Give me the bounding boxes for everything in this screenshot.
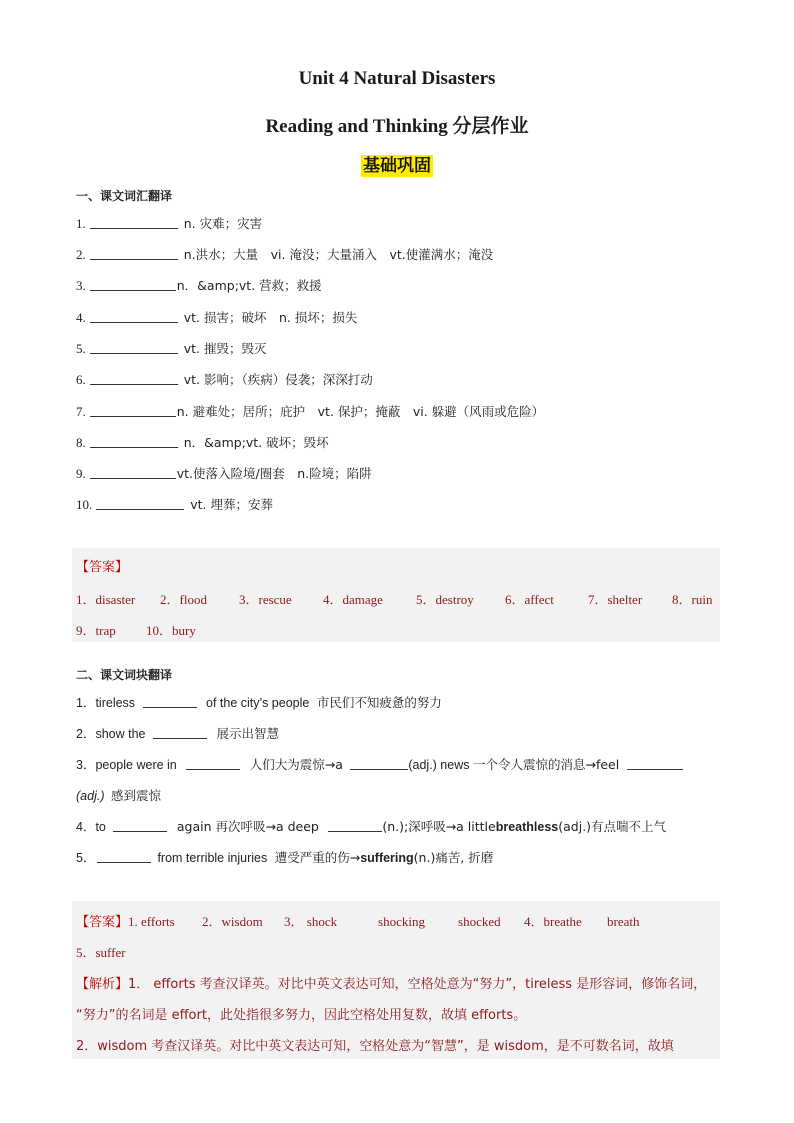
answer-blank[interactable] [90,278,176,291]
answer-blank[interactable] [90,310,178,323]
answer-blank[interactable] [113,819,167,832]
level-tag: 基础巩固 [363,156,431,176]
explanation-line: “努力”的名词是 effort，此处指很多努力，因此空格处用复数，故填 efforts。 [76,1008,527,1023]
answer-list-row: 5．suffer [76,945,126,960]
phrase-item-continued: (adj.) 感到震惊 [76,788,161,803]
phrase-item: 5． from terrible injuries 遭受严重的伤→suffering(n.)痛苦, 折磨 [76,850,494,865]
vocab-item: 2. n.洪水；大量 vi. 淹没；大量涌入 vt.使灌满水；淹没 [76,247,494,262]
answer-blank[interactable] [627,757,683,770]
answer-list-row: 1．disaster 2．flood 3．rescue 4．damage 5．destroy 6．affect 7．shelter 8．ruin [76,592,713,607]
answer-blank[interactable] [186,757,240,770]
vocab-item: 4. vt. 损害；破坏 n. 损坏；损失 [76,310,358,325]
explanation-line: 2．wisdom 考查汉译英。对比中英文表达可知，空格处意为“智慧”，是 wisdom，是不可数名词，故填 [76,1039,674,1054]
answer-blank[interactable] [90,341,178,354]
vocab-item: 3. n．&amp;vt. 营救；救援 [76,278,322,293]
vocab-item: 6. vt. 影响；（疾病）侵袭；深深打动 [76,372,373,387]
answer-blank[interactable] [90,372,178,385]
answer-blank[interactable] [90,404,176,417]
vocab-item: 8. n．&amp;vt. 破坏；毁坏 [76,435,329,450]
lesson-subtitle: Reading and Thinking 分层作业 [265,116,529,137]
answer-blank[interactable] [328,819,382,832]
answer-blank[interactable] [350,757,408,770]
answer-blank[interactable] [96,497,184,510]
vocab-item: 1. n. 灾难；灾害 [76,216,263,231]
phrase-item: 2．show the 展示出智慧 [76,726,279,741]
explanation-line: 【解析】1． efforts 考查汉译英。对比中英文表达可知，空格处意为“努力”，tireless 是形容词，修饰名词， [76,977,707,992]
answer-blank[interactable] [90,247,178,260]
phrase-item: 4．to again 再次呼吸→a deep (n.);深呼吸→a littlebreathless(adj.)有点喘不上气 [76,819,667,834]
unit-title: Unit 4 Natural Disasters [298,68,496,89]
answer-blank[interactable] [97,850,151,863]
answer-blank[interactable] [153,726,207,739]
section-heading-vocabulary: 一、课文词汇翻译 [76,189,173,203]
vocab-item: 9. vt.使落入险境/圈套 n.险境；陷阱 [76,466,372,481]
answer-blank[interactable] [90,466,176,479]
answer-blank[interactable] [143,695,197,708]
answer-blank[interactable] [90,216,178,229]
answer-list-row: 9．trap 10．bury [76,623,196,638]
phrase-item: 1．tireless of the city’s people 市民们不知疲惫的努力 [76,695,442,710]
vocab-item: 7. n. 避难处；居所；庇护 vt. 保护；掩蔽 vi. 躲避（风雨或危险） [76,404,545,419]
answer-label: 【答案】 [76,560,129,575]
vocab-item: 5. vt. 摧毁；毁灭 [76,341,267,356]
answer-list-row: 【答案】1. efforts 2．wisdom 3． shock shocking shocked 4．breathe breath [76,914,640,930]
phrase-item: 3．people were in 人们大为震惊→a (adj.) news 一个令人震惊的消息→feel [76,755,683,773]
answer-blank[interactable] [90,435,178,448]
section-heading-phrases: 二、课文词块翻译 [76,668,173,682]
vocab-item: 10. vt. 埋葬；安葬 [76,497,273,512]
